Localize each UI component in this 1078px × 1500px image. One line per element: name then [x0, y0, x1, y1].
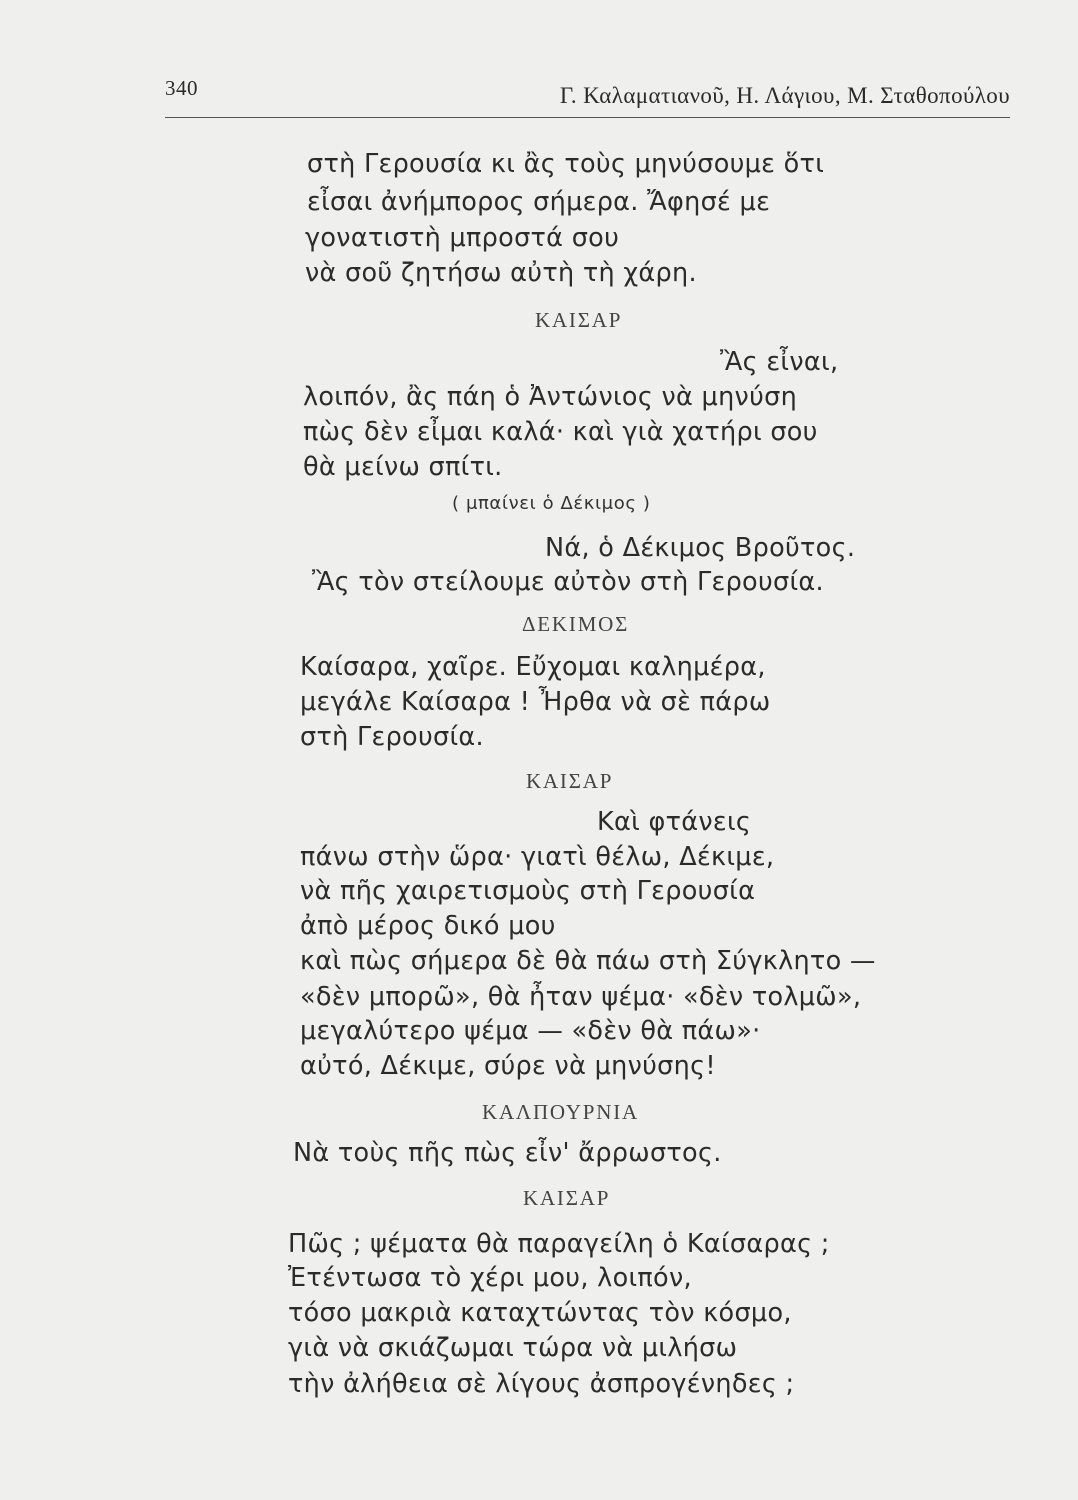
speaker-name: ΚΑΙΣΑΡ: [535, 308, 623, 332]
verse-line: αὐτό, Δέκιμε, σύρε νὰ μηνύσης!: [300, 1051, 716, 1081]
page-number: 340: [165, 76, 198, 100]
verse-line: Καίσαρα, χαῖρε. Εὔχομαι καλημέρα,: [300, 652, 766, 682]
verse-line: μεγαλύτερο ψέμα — «δὲν θὰ πάω»·: [300, 1016, 761, 1046]
verse-line: νὰ σοῦ ζητήσω αὐτὴ τὴ χάρη.: [305, 258, 697, 288]
verse-line: θὰ μείνω σπίτι.: [303, 452, 503, 482]
verse-line: Ἐτέντωσα τὸ χέρι μου, λοιπόν,: [288, 1263, 692, 1293]
verse-line: «δὲν μπορῶ», θὰ ἦταν ψέμα· «δὲν τολμῶ»,: [300, 982, 862, 1012]
verse-line: Καὶ φτάνεις: [597, 807, 752, 837]
verse-line: εἶσαι ἀνήμπορος σήμερα. Ἄφησέ με: [307, 187, 771, 217]
verse-line: πάνω στὴν ὥρα· γιατὶ θέλω, Δέκιμε,: [300, 842, 775, 872]
verse-line: τόσο μακριὰ καταχτώντας τὸν κόσμο,: [288, 1298, 792, 1328]
speaker-name: ΚΑΛΠΟΥΡΝΙΑ: [482, 1100, 640, 1124]
page-header: [165, 76, 1010, 110]
verse-line: Ἂς εἶναι,: [720, 347, 839, 377]
verse-line: Ἂς τὸν στείλουμε αὐτὸν στὴ Γερουσία.: [312, 567, 824, 597]
verse-line: γιὰ νὰ σκιάζωμαι τώρα νὰ μιλήσω: [288, 1333, 738, 1363]
verse-line: στὴ Γερουσία.: [300, 722, 484, 752]
header-rule: [165, 117, 1010, 118]
verse-line: Πῶς ; ψέματα θὰ παραγείλη ὁ Καίσαρας ;: [288, 1229, 830, 1259]
verse-line: πὼς δὲν εἶμαι καλά· καὶ γιὰ χατήρι σου: [303, 417, 818, 447]
verse-line: καὶ πὼς σήμερα δὲ θὰ πάω στὴ Σύγκλητο —: [300, 946, 876, 976]
verse-line: ἀπὸ μέρος δικό μου: [300, 911, 556, 941]
verse-line: τὴν ἀλήθεια σὲ λίγους ἀσπρογένηδες ;: [288, 1369, 795, 1399]
speaker-name: ΔΕΚΙΜΟΣ: [522, 612, 630, 636]
running-head: Γ. Καλαματιανοῦ, Η. Λάγιου, Μ. Σταθοπούλου: [559, 83, 1010, 108]
verse-line: νὰ πῆς χαιρετισμοὺς στὴ Γερουσία: [300, 876, 756, 906]
speaker-name: ΚΑΙΣΑΡ: [526, 769, 614, 793]
verse-line: λοιπόν, ἂς πάη ὁ Ἀντώνιος νὰ μηνύση: [303, 382, 798, 412]
verse-line: γονατιστὴ μπροστά σου: [305, 223, 620, 253]
verse-line: Νὰ τοὺς πῆς πὼς εἶν' ἄρρωστος.: [293, 1138, 722, 1168]
stage-direction: ( μπαίνει ὁ Δέκιμος ): [452, 493, 651, 514]
verse-line: Νά, ὁ Δέκιμος Βροῦτος.: [545, 533, 856, 563]
speaker-name: ΚΑΙΣΑΡ: [523, 1186, 611, 1210]
verse-line: στὴ Γερουσία κι ἂς τοὺς μηνύσουμε ὅτι: [307, 149, 825, 179]
verse-line: μεγάλε Καίσαρα ! Ἦρθα νὰ σὲ πάρω: [300, 687, 771, 717]
